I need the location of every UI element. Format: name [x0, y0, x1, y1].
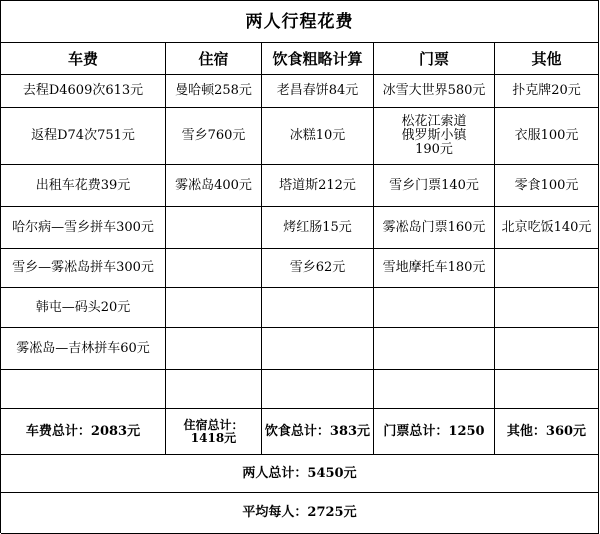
table-cell — [495, 288, 599, 328]
table-cell: 雾凇岛400元 — [166, 165, 262, 207]
table-cell — [166, 288, 262, 328]
table-cell: 雾凇岛—吉林拼车60元 — [1, 328, 166, 370]
table-cell: 返程D74次751元 — [1, 108, 166, 165]
table-cell — [374, 288, 495, 328]
table-cell: 松花江索道 俄罗斯小镇 190元 — [374, 108, 495, 165]
table-cell: 雪乡门票140元 — [374, 165, 495, 207]
table-cell — [374, 328, 495, 370]
total-food: 饮食总计：383元 — [262, 409, 374, 455]
total-transport: 车费总计：2083元 — [1, 409, 166, 455]
header-food: 饮食粗略计算 — [262, 43, 374, 75]
table-cell: 衣服100元 — [495, 108, 599, 165]
table-cell — [1, 370, 166, 409]
table-cell: 雪乡—雾凇岛拼车300元 — [1, 249, 166, 288]
table-cell — [495, 328, 599, 370]
table-cell: 雪乡760元 — [166, 108, 262, 165]
table-cell: 冰雪大世界580元 — [374, 75, 495, 108]
table-cell — [166, 249, 262, 288]
table-cell — [262, 288, 374, 328]
table-cell: 塔道斯212元 — [262, 165, 374, 207]
table-cell: 烤红肠15元 — [262, 207, 374, 249]
table-cell: 雾凇岛门票160元 — [374, 207, 495, 249]
table-cell — [262, 370, 374, 409]
table-cell: 扑克牌20元 — [495, 75, 599, 108]
table-cell: 去程D4609次613元 — [1, 75, 166, 108]
total-tickets: 门票总计：1250 — [374, 409, 495, 455]
table-cell: 冰糕10元 — [262, 108, 374, 165]
grand-total: 两人总计：5450元 — [1, 455, 599, 493]
header-lodging: 住宿 — [166, 43, 262, 75]
table-cell — [166, 207, 262, 249]
sheet-title: 两人行程花费 — [1, 1, 599, 43]
header-tickets: 门票 — [374, 43, 495, 75]
header-other: 其他 — [495, 43, 599, 75]
table-cell — [495, 370, 599, 409]
table-cell — [166, 370, 262, 409]
table-cell — [495, 249, 599, 288]
total-other: 其他：360元 — [495, 409, 599, 455]
table-cell: 雪地摩托车180元 — [374, 249, 495, 288]
table-cell: 老昌春饼84元 — [262, 75, 374, 108]
table-cell: 零食100元 — [495, 165, 599, 207]
table-cell — [166, 328, 262, 370]
table-cell — [262, 328, 374, 370]
header-transport: 车费 — [1, 43, 166, 75]
total-lodging: 住宿总计： 1418元 — [166, 409, 262, 455]
table-cell: 韩屯—码头20元 — [1, 288, 166, 328]
table-cell — [374, 370, 495, 409]
table-cell: 哈尔病—雪乡拼车300元 — [1, 207, 166, 249]
table-cell: 出租车花费39元 — [1, 165, 166, 207]
table-cell: 曼哈顿258元 — [166, 75, 262, 108]
per-person-average: 平均每人：2725元 — [1, 493, 599, 534]
table-cell: 雪乡62元 — [262, 249, 374, 288]
table-cell: 北京吃饭140元 — [495, 207, 599, 249]
